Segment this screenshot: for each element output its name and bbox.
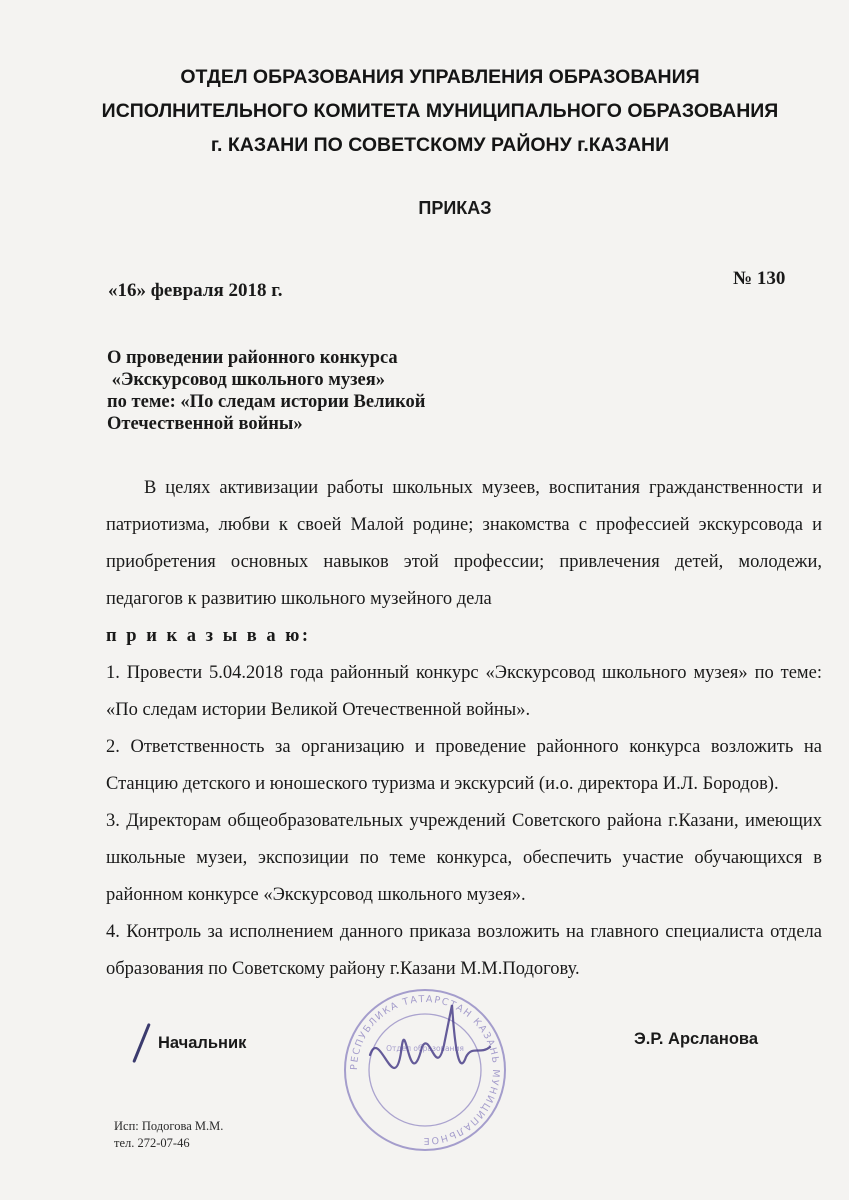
subject-line-1: О проведении районного конкурса	[107, 348, 398, 368]
official-stamp	[340, 985, 510, 1155]
order-number: № 130	[733, 268, 786, 289]
order-word: п р и к а з ы в а ю:	[106, 626, 311, 646]
executor-phone: тел. 272-07-46	[114, 1136, 190, 1150]
order-subject	[107, 347, 507, 435]
subject-line-4: Отечественной войны»	[107, 414, 303, 434]
preamble-paragraph: В целях активизации работы школьных музеев, воспитания гражданственности и патриотизма, любви к своей Малой родине; знакомства с профессией экскурсовода и приобретения основных навыков этой профессии; привлечения детей, молодежи, педагогов к развитию школьного музейного дела	[106, 478, 822, 609]
signature-title: Начальник	[158, 1034, 247, 1052]
subject-line-3: по теме: «По следам истории Великой	[107, 392, 426, 412]
order-item-4: 4. Контроль за исполнением данного приказа возложить на главного специалиста отдела образования по Советскому району г.Казани М.М.Подогову.	[106, 922, 822, 979]
header-line-1: ОТДЕЛ ОБРАЗОВАНИЯ УПРАВЛЕНИЯ ОБРАЗОВАНИЯ	[180, 66, 700, 88]
executor-info	[114, 1118, 223, 1152]
document-title: ПРИКАЗ	[418, 198, 492, 218]
header-line-2: ИСПОЛНИТЕЛЬНОГО КОМИТЕТА МУНИЦИПАЛЬНОГО ОБРАЗОВАНИЯ	[101, 100, 779, 122]
stamp-outer-text: РЕСПУБЛИКА ТАТАРСТАН КАЗАНЬ МУНИЦИПАЛЬНОЕ	[348, 993, 502, 1147]
header-line-3: г. КАЗАНИ ПО СОВЕТСКОМУ РАЙОНУ г.КАЗАНИ	[210, 134, 670, 156]
order-item-1: 1. Провести 5.04.2018 года районный конкурс «Экскурсовод школьного музея» по теме: «По следам истории Великой Отечественной войны».	[106, 663, 822, 720]
signature-mark	[132, 1023, 151, 1063]
signature-block	[140, 1030, 800, 1070]
order-item-3: 3. Директорам общеобразовательных учреждений Советского района г.Казани, имеющих школьные музеи, экспозиции по теме конкурса, обеспечить участие обучающихся в районном конкурсе «Экскурсовод школьного музея».	[106, 811, 822, 905]
subject-line-2: «Экскурсовод школьного музея»	[107, 370, 386, 390]
order-body	[106, 470, 822, 988]
executor-name: Исп: Подогова М.М.	[114, 1119, 224, 1133]
organization-header	[60, 60, 820, 162]
order-item-2: 2. Ответственность за организацию и проведение районного конкурса возложить на Станцию детского и юношеского туризма и экскурсий (и.о. директора И.Л. Бородов).	[106, 737, 822, 794]
signature-name: Э.Р. Арсланова	[634, 1030, 758, 1048]
stamp-inner-text: Отдел образования	[386, 1044, 464, 1053]
order-date: «16» февраля 2018 г.	[108, 280, 283, 301]
